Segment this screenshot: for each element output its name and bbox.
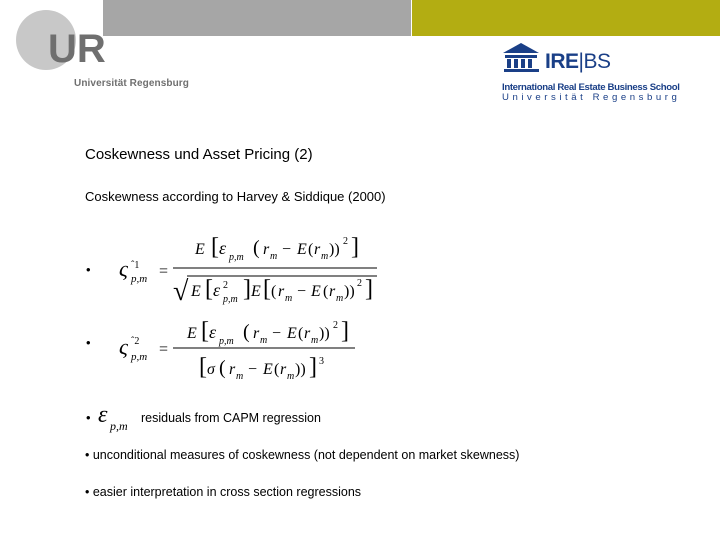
irebs-bs: BS — [583, 50, 611, 73]
bullet-3-symbol: • — [86, 410, 91, 425]
svg-text:]: ] — [351, 234, 359, 260]
svg-text:m: m — [270, 251, 278, 262]
svg-text:(: ( — [298, 325, 304, 342]
svg-text:[: [ — [211, 234, 219, 260]
svg-text:σ: σ — [207, 361, 215, 378]
svg-text:]: ] — [341, 318, 349, 344]
svg-text:m: m — [285, 293, 293, 304]
svg-text:m: m — [321, 251, 329, 262]
svg-text:E: E — [311, 283, 321, 300]
irebs-separator: | — [578, 50, 584, 73]
svg-text:m: m — [336, 293, 344, 304]
svg-text:r: r — [278, 283, 285, 300]
epsilon-description: residuals from CAPM regression — [141, 411, 321, 425]
svg-text:)): )) — [329, 241, 340, 258]
svg-text:]: ] — [365, 276, 373, 302]
svg-text:(: ( — [308, 241, 314, 258]
svg-text:=: = — [159, 341, 169, 358]
svg-text:E: E — [297, 241, 307, 258]
svg-text:ς: ς — [119, 256, 128, 281]
svg-text:)): )) — [319, 325, 330, 342]
svg-text:r: r — [280, 361, 287, 378]
svg-text:(: ( — [243, 321, 250, 343]
svg-text:]: ] — [309, 354, 317, 380]
svg-text:p,m: p,m — [219, 336, 234, 347]
irebs-school-name: International Real Estate Business School — [502, 82, 680, 93]
svg-text:(: ( — [323, 283, 329, 300]
svg-text:[: [ — [205, 276, 213, 302]
svg-text:p,m: p,m — [229, 252, 244, 263]
svg-text:)): )) — [344, 283, 355, 300]
svg-text:3: 3 — [319, 356, 324, 367]
svg-text:m: m — [236, 371, 244, 382]
bullet-2-symbol: • — [86, 335, 91, 350]
svg-text:p,m: p,m — [110, 419, 128, 433]
svg-text:E: E — [287, 325, 297, 342]
slide-title: Coskewness und Asset Pricing (2) — [85, 146, 313, 163]
svg-text:r: r — [304, 325, 311, 342]
svg-text:r: r — [314, 241, 321, 258]
svg-text:]: ] — [243, 276, 251, 302]
svg-text:−: − — [297, 283, 307, 300]
svg-text:m: m — [260, 335, 268, 346]
svg-text:√: √ — [173, 276, 189, 307]
svg-text:p,m: p,m — [223, 294, 238, 305]
irebs-university-name: Universität Regensburg — [502, 92, 681, 103]
svg-text:2: 2 — [357, 278, 362, 289]
epsilon-symbol — [96, 400, 140, 434]
svg-text:[: [ — [201, 318, 209, 344]
svg-text:E: E — [263, 361, 273, 378]
svg-text:r: r — [329, 283, 336, 300]
svg-text:ς: ς — [119, 334, 128, 359]
ur-caption: Universität Regensburg — [74, 78, 190, 89]
svg-text:E: E — [187, 325, 197, 342]
header-bar-olive — [412, 0, 720, 36]
svg-text:2: 2 — [223, 280, 228, 291]
svg-text:−: − — [272, 325, 282, 342]
svg-text:r: r — [229, 361, 236, 378]
svg-text:ε: ε — [219, 238, 227, 258]
svg-text:p,m: p,m — [131, 273, 148, 285]
bullet-4-text: • unconditional measures of coskewness (not dependent on market skewness) — [85, 448, 520, 462]
ur-logo-text: UR — [48, 27, 106, 71]
svg-text:r: r — [253, 325, 260, 342]
svg-text:ˆ1: ˆ1 — [131, 260, 140, 271]
bullet-1-symbol: • — [86, 262, 91, 277]
svg-text:(: ( — [271, 283, 277, 300]
svg-text:ˆ2: ˆ2 — [131, 336, 140, 347]
svg-text:[: [ — [263, 276, 271, 302]
svg-text:(: ( — [219, 357, 226, 379]
svg-text:ε: ε — [98, 402, 108, 428]
svg-text:r: r — [263, 241, 270, 258]
svg-text:m: m — [287, 371, 295, 382]
svg-text:(: ( — [274, 361, 280, 378]
svg-text:E: E — [251, 283, 261, 300]
svg-text:=: = — [159, 263, 169, 280]
svg-text:)): )) — [295, 361, 306, 378]
svg-text:m: m — [311, 335, 319, 346]
irebs-main: IRE — [545, 50, 579, 73]
svg-text:[: [ — [199, 354, 207, 380]
bullet-5-text: • easier interpretation in cross section regressions — [85, 485, 362, 499]
slide-subtitle: Coskewness according to Harvey & Siddique (2000) — [85, 189, 386, 204]
formula-coskewness-1 — [115, 228, 385, 308]
formula-coskewness-2 — [115, 312, 365, 384]
svg-text:p,m: p,m — [131, 351, 148, 363]
svg-text:2: 2 — [343, 236, 348, 247]
svg-text:ε: ε — [213, 280, 221, 300]
irebs-wordmark — [545, 50, 611, 74]
svg-text:2: 2 — [333, 320, 338, 331]
svg-text:E: E — [191, 283, 201, 300]
svg-text:E: E — [195, 241, 205, 258]
svg-text:(: ( — [253, 237, 260, 259]
svg-text:ε: ε — [209, 322, 217, 342]
svg-text:−: − — [282, 241, 292, 258]
svg-text:−: − — [248, 361, 258, 378]
